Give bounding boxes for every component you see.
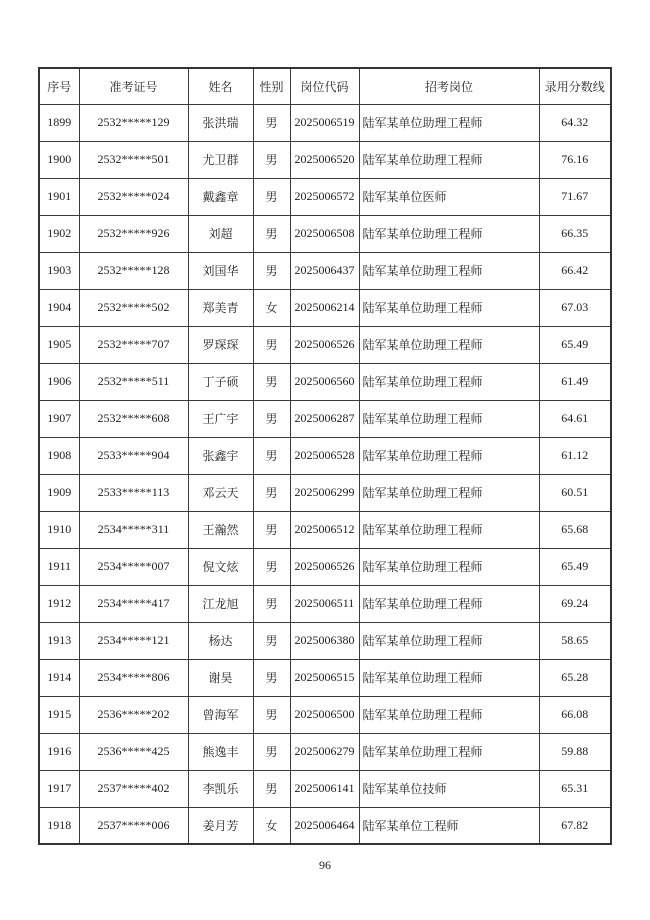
cell-post: 陆军某单位助理工程师 [359,141,539,178]
cell-score_line: 65.31 [539,770,611,807]
cell-ticket_no: 2534*****417 [79,585,188,622]
cell-ticket_no: 2534*****007 [79,548,188,585]
cell-name: 李凯乐 [188,770,253,807]
cell-index: 1913 [39,622,79,659]
cell-ticket_no: 2534*****311 [79,511,188,548]
cell-post_code: 2025006299 [290,474,359,511]
cell-post: 陆军某单位助理工程师 [359,400,539,437]
cell-score_line: 59.88 [539,733,611,770]
cell-post: 陆军某单位技师 [359,770,539,807]
column-header-gender: 性别 [253,68,290,104]
cell-gender: 男 [253,437,290,474]
column-header-score_line: 录用分数线 [539,68,611,104]
cell-post: 陆军某单位助理工程师 [359,215,539,252]
cell-name: 刘超 [188,215,253,252]
cell-ticket_no: 2532*****926 [79,215,188,252]
cell-score_line: 67.03 [539,289,611,326]
column-header-index: 序号 [39,68,79,104]
cell-ticket_no: 2532*****608 [79,400,188,437]
cell-post_code: 2025006380 [290,622,359,659]
candidates-score-table [38,67,612,845]
cell-index: 1917 [39,770,79,807]
cell-post: 陆军某单位助理工程师 [359,474,539,511]
cell-score_line: 67.82 [539,807,611,844]
cell-ticket_no: 2532*****024 [79,178,188,215]
cell-name: 江龙旭 [188,585,253,622]
cell-ticket_no: 2537*****006 [79,807,188,844]
cell-index: 1906 [39,363,79,400]
cell-gender: 男 [253,696,290,733]
cell-post: 陆军某单位助理工程师 [359,696,539,733]
cell-post: 陆军某单位助理工程师 [359,511,539,548]
cell-index: 1901 [39,178,79,215]
cell-post_code: 2025006520 [290,141,359,178]
cell-gender: 女 [253,289,290,326]
column-header-post_code: 岗位代码 [290,68,359,104]
cell-ticket_no: 2534*****121 [79,622,188,659]
table-row [39,289,611,326]
column-header-ticket_no: 准考证号 [79,68,188,104]
cell-name: 谢昊 [188,659,253,696]
cell-post: 陆军某单位助理工程师 [359,252,539,289]
cell-gender: 男 [253,511,290,548]
cell-gender: 女 [253,807,290,844]
cell-ticket_no: 2537*****402 [79,770,188,807]
cell-gender: 男 [253,178,290,215]
cell-score_line: 61.12 [539,437,611,474]
cell-post: 陆军某单位助理工程师 [359,733,539,770]
cell-name: 杨达 [188,622,253,659]
column-header-post: 招考岗位 [359,68,539,104]
cell-score_line: 60.51 [539,474,611,511]
cell-index: 1915 [39,696,79,733]
cell-gender: 男 [253,659,290,696]
cell-ticket_no: 2533*****113 [79,474,188,511]
cell-gender: 男 [253,215,290,252]
cell-post_code: 2025006560 [290,363,359,400]
cell-name: 罗琛琛 [188,326,253,363]
table-row [39,141,611,178]
cell-gender: 男 [253,363,290,400]
cell-post_code: 2025006519 [290,104,359,141]
cell-ticket_no: 2533*****904 [79,437,188,474]
cell-post: 陆军某单位助理工程师 [359,585,539,622]
cell-index: 1903 [39,252,79,289]
table-row [39,104,611,141]
cell-post: 陆军某单位助理工程师 [359,659,539,696]
cell-post_code: 2025006437 [290,252,359,289]
cell-post: 陆军某单位助理工程师 [359,289,539,326]
cell-gender: 男 [253,252,290,289]
cell-gender: 男 [253,622,290,659]
cell-score_line: 66.35 [539,215,611,252]
cell-score_line: 65.49 [539,326,611,363]
cell-gender: 男 [253,104,290,141]
cell-score_line: 64.61 [539,400,611,437]
cell-index: 1900 [39,141,79,178]
cell-post: 陆军某单位医师 [359,178,539,215]
cell-name: 刘国华 [188,252,253,289]
table-row [39,511,611,548]
cell-gender: 男 [253,400,290,437]
cell-index: 1918 [39,807,79,844]
cell-post_code: 2025006572 [290,178,359,215]
cell-gender: 男 [253,585,290,622]
cell-post: 陆军某单位助理工程师 [359,326,539,363]
cell-post_code: 2025006512 [290,511,359,548]
table-row [39,622,611,659]
cell-index: 1916 [39,733,79,770]
table-row [39,585,611,622]
cell-index: 1911 [39,548,79,585]
cell-post_code: 2025006214 [290,289,359,326]
cell-name: 熊逸丰 [188,733,253,770]
cell-score_line: 65.68 [539,511,611,548]
cell-index: 1909 [39,474,79,511]
column-header-name: 姓名 [188,68,253,104]
table-row [39,696,611,733]
cell-post: 陆军某单位助理工程师 [359,437,539,474]
cell-post_code: 2025006287 [290,400,359,437]
cell-post_code: 2025006141 [290,770,359,807]
cell-ticket_no: 2532*****128 [79,252,188,289]
cell-post_code: 2025006279 [290,733,359,770]
table-row [39,474,611,511]
cell-ticket_no: 2534*****806 [79,659,188,696]
cell-post_code: 2025006515 [290,659,359,696]
cell-ticket_no: 2532*****502 [79,289,188,326]
cell-gender: 男 [253,141,290,178]
cell-post: 陆军某单位助理工程师 [359,548,539,585]
cell-post_code: 2025006511 [290,585,359,622]
cell-index: 1910 [39,511,79,548]
cell-post: 陆军某单位助理工程师 [359,104,539,141]
cell-name: 丁子硕 [188,363,253,400]
cell-score_line: 69.24 [539,585,611,622]
table-row [39,400,611,437]
table-header-row [39,68,611,104]
cell-post_code: 2025006500 [290,696,359,733]
page-number: 96 [319,858,331,872]
table-row [39,326,611,363]
cell-name: 邓云天 [188,474,253,511]
cell-ticket_no: 2536*****425 [79,733,188,770]
cell-name: 戴鑫章 [188,178,253,215]
cell-score_line: 66.42 [539,252,611,289]
cell-index: 1905 [39,326,79,363]
cell-index: 1908 [39,437,79,474]
cell-post_code: 2025006526 [290,326,359,363]
cell-index: 1902 [39,215,79,252]
cell-name: 曾海军 [188,696,253,733]
cell-post: 陆军某单位助理工程师 [359,622,539,659]
cell-index: 1912 [39,585,79,622]
cell-index: 1899 [39,104,79,141]
cell-gender: 男 [253,474,290,511]
table-row [39,178,611,215]
cell-name: 倪文炫 [188,548,253,585]
table-row [39,807,611,844]
table-row [39,770,611,807]
cell-post_code: 2025006508 [290,215,359,252]
cell-gender: 男 [253,548,290,585]
cell-name: 王瀚然 [188,511,253,548]
cell-gender: 男 [253,770,290,807]
cell-gender: 男 [253,733,290,770]
cell-post: 陆军某单位助理工程师 [359,363,539,400]
cell-ticket_no: 2532*****129 [79,104,188,141]
cell-score_line: 61.49 [539,363,611,400]
cell-gender: 男 [253,326,290,363]
cell-index: 1907 [39,400,79,437]
table-row [39,733,611,770]
cell-score_line: 58.65 [539,622,611,659]
cell-index: 1904 [39,289,79,326]
cell-name: 张鑫宇 [188,437,253,474]
cell-score_line: 64.32 [539,104,611,141]
cell-ticket_no: 2532*****707 [79,326,188,363]
cell-post_code: 2025006528 [290,437,359,474]
cell-index: 1914 [39,659,79,696]
table-row [39,252,611,289]
table-row [39,437,611,474]
cell-name: 尤卫群 [188,141,253,178]
cell-name: 姜月芳 [188,807,253,844]
cell-score_line: 65.49 [539,548,611,585]
cell-post: 陆军某单位工程师 [359,807,539,844]
cell-score_line: 71.67 [539,178,611,215]
table-row [39,548,611,585]
table-row [39,659,611,696]
cell-ticket_no: 2532*****511 [79,363,188,400]
table-row [39,363,611,400]
cell-post_code: 2025006526 [290,548,359,585]
cell-name: 郑美青 [188,289,253,326]
cell-ticket_no: 2536*****202 [79,696,188,733]
cell-name: 王广宇 [188,400,253,437]
cell-score_line: 66.08 [539,696,611,733]
cell-score_line: 76.16 [539,141,611,178]
cell-score_line: 65.28 [539,659,611,696]
cell-ticket_no: 2532*****501 [79,141,188,178]
cell-post_code: 2025006464 [290,807,359,844]
cell-name: 张洪瑞 [188,104,253,141]
table-row [39,215,611,252]
